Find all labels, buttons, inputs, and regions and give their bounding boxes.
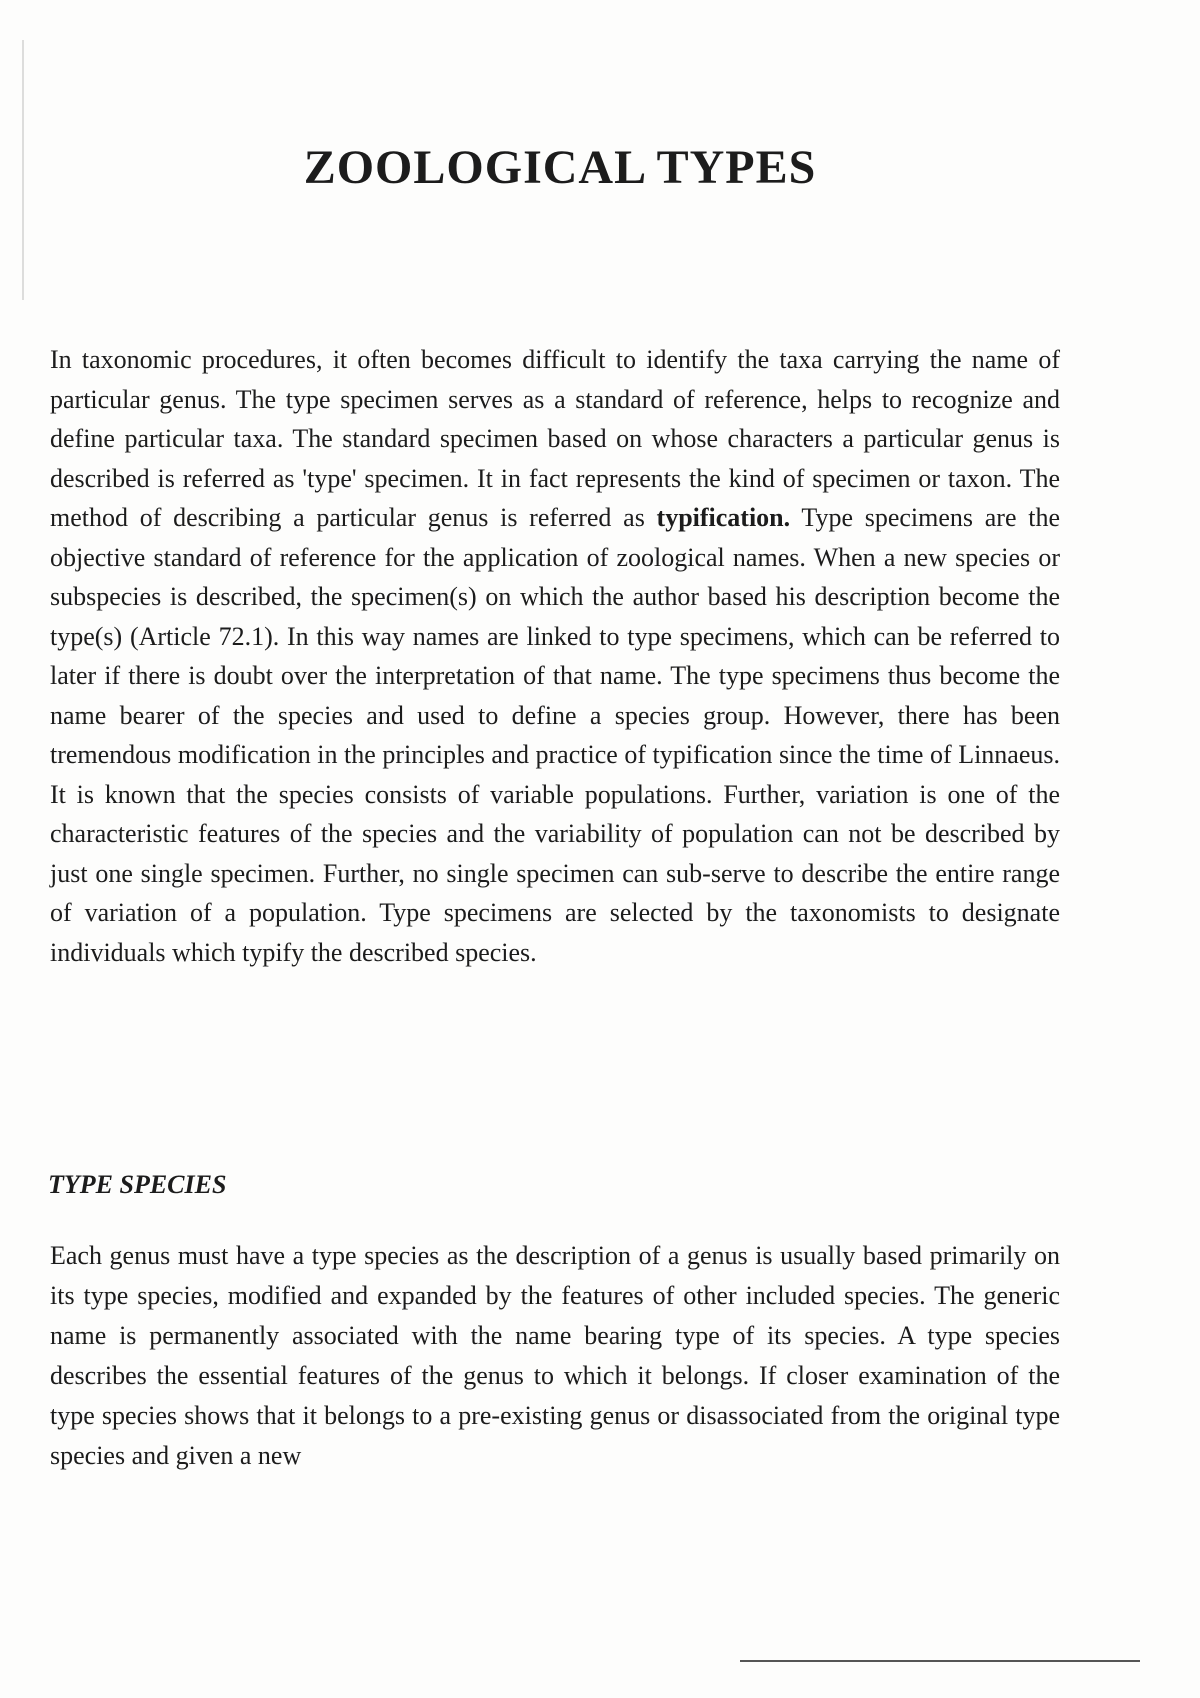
intro-text-start: In taxonomic procedures, it often becomes difficult to identify the taxa carrying the name of particular genus. The type specimen serves as a standard of reference, helps to recognize and define particular taxa. The standard specimen based on whose characters a particular genus is described is referred as 'type' specimen. It in fact represents the kind of specimen or taxon. The method of describing a particular genus is referred as [50, 345, 1060, 532]
section-heading-type-species: TYPE SPECIES [48, 1170, 227, 1199]
typification-term: typification. [656, 503, 791, 532]
intro-text-end: Type specimens are the objective standard of reference for the application of zoological names. When a new species or subspecies is described, the specimen(s) on which the author based his description become the type(s) (Article 72.1). In this way names are linked to type specimens, which can be referred to later if there is doubt over the interpretation of that name. The type specimens thus become the name bearer of the species and used to define a species group. However, there has been tremendous modification in the principles and practice of typification since the time of Linnaeus. It is known that the species consists of variable populations. Further, variation is one of the characteristic features of the species and the variability of population can not be described by just one single specimen. Further, no single specimen can sub-serve to describe the entire range of variation of a population. Type specimens are selected by the taxonomists to designate individuals which typify the described species. [50, 503, 1060, 967]
bottom-divider [740, 1660, 1140, 1662]
page-title: ZOOLOGICAL TYPES [303, 141, 817, 194]
intro-paragraph [50, 340, 1060, 972]
type-species-paragraph: Each genus must have a type species as the description of a genus is usually based primarily on its type species, modified and expanded by the features of other included species. The generic name is permanently associated with the name bearing type of its species. A type species describes the essential features of the genus to which it belongs. If closer examination of the type species shows that it belongs to a pre-existing genus or disassociated from the original type species and given a new [50, 1241, 1060, 1470]
